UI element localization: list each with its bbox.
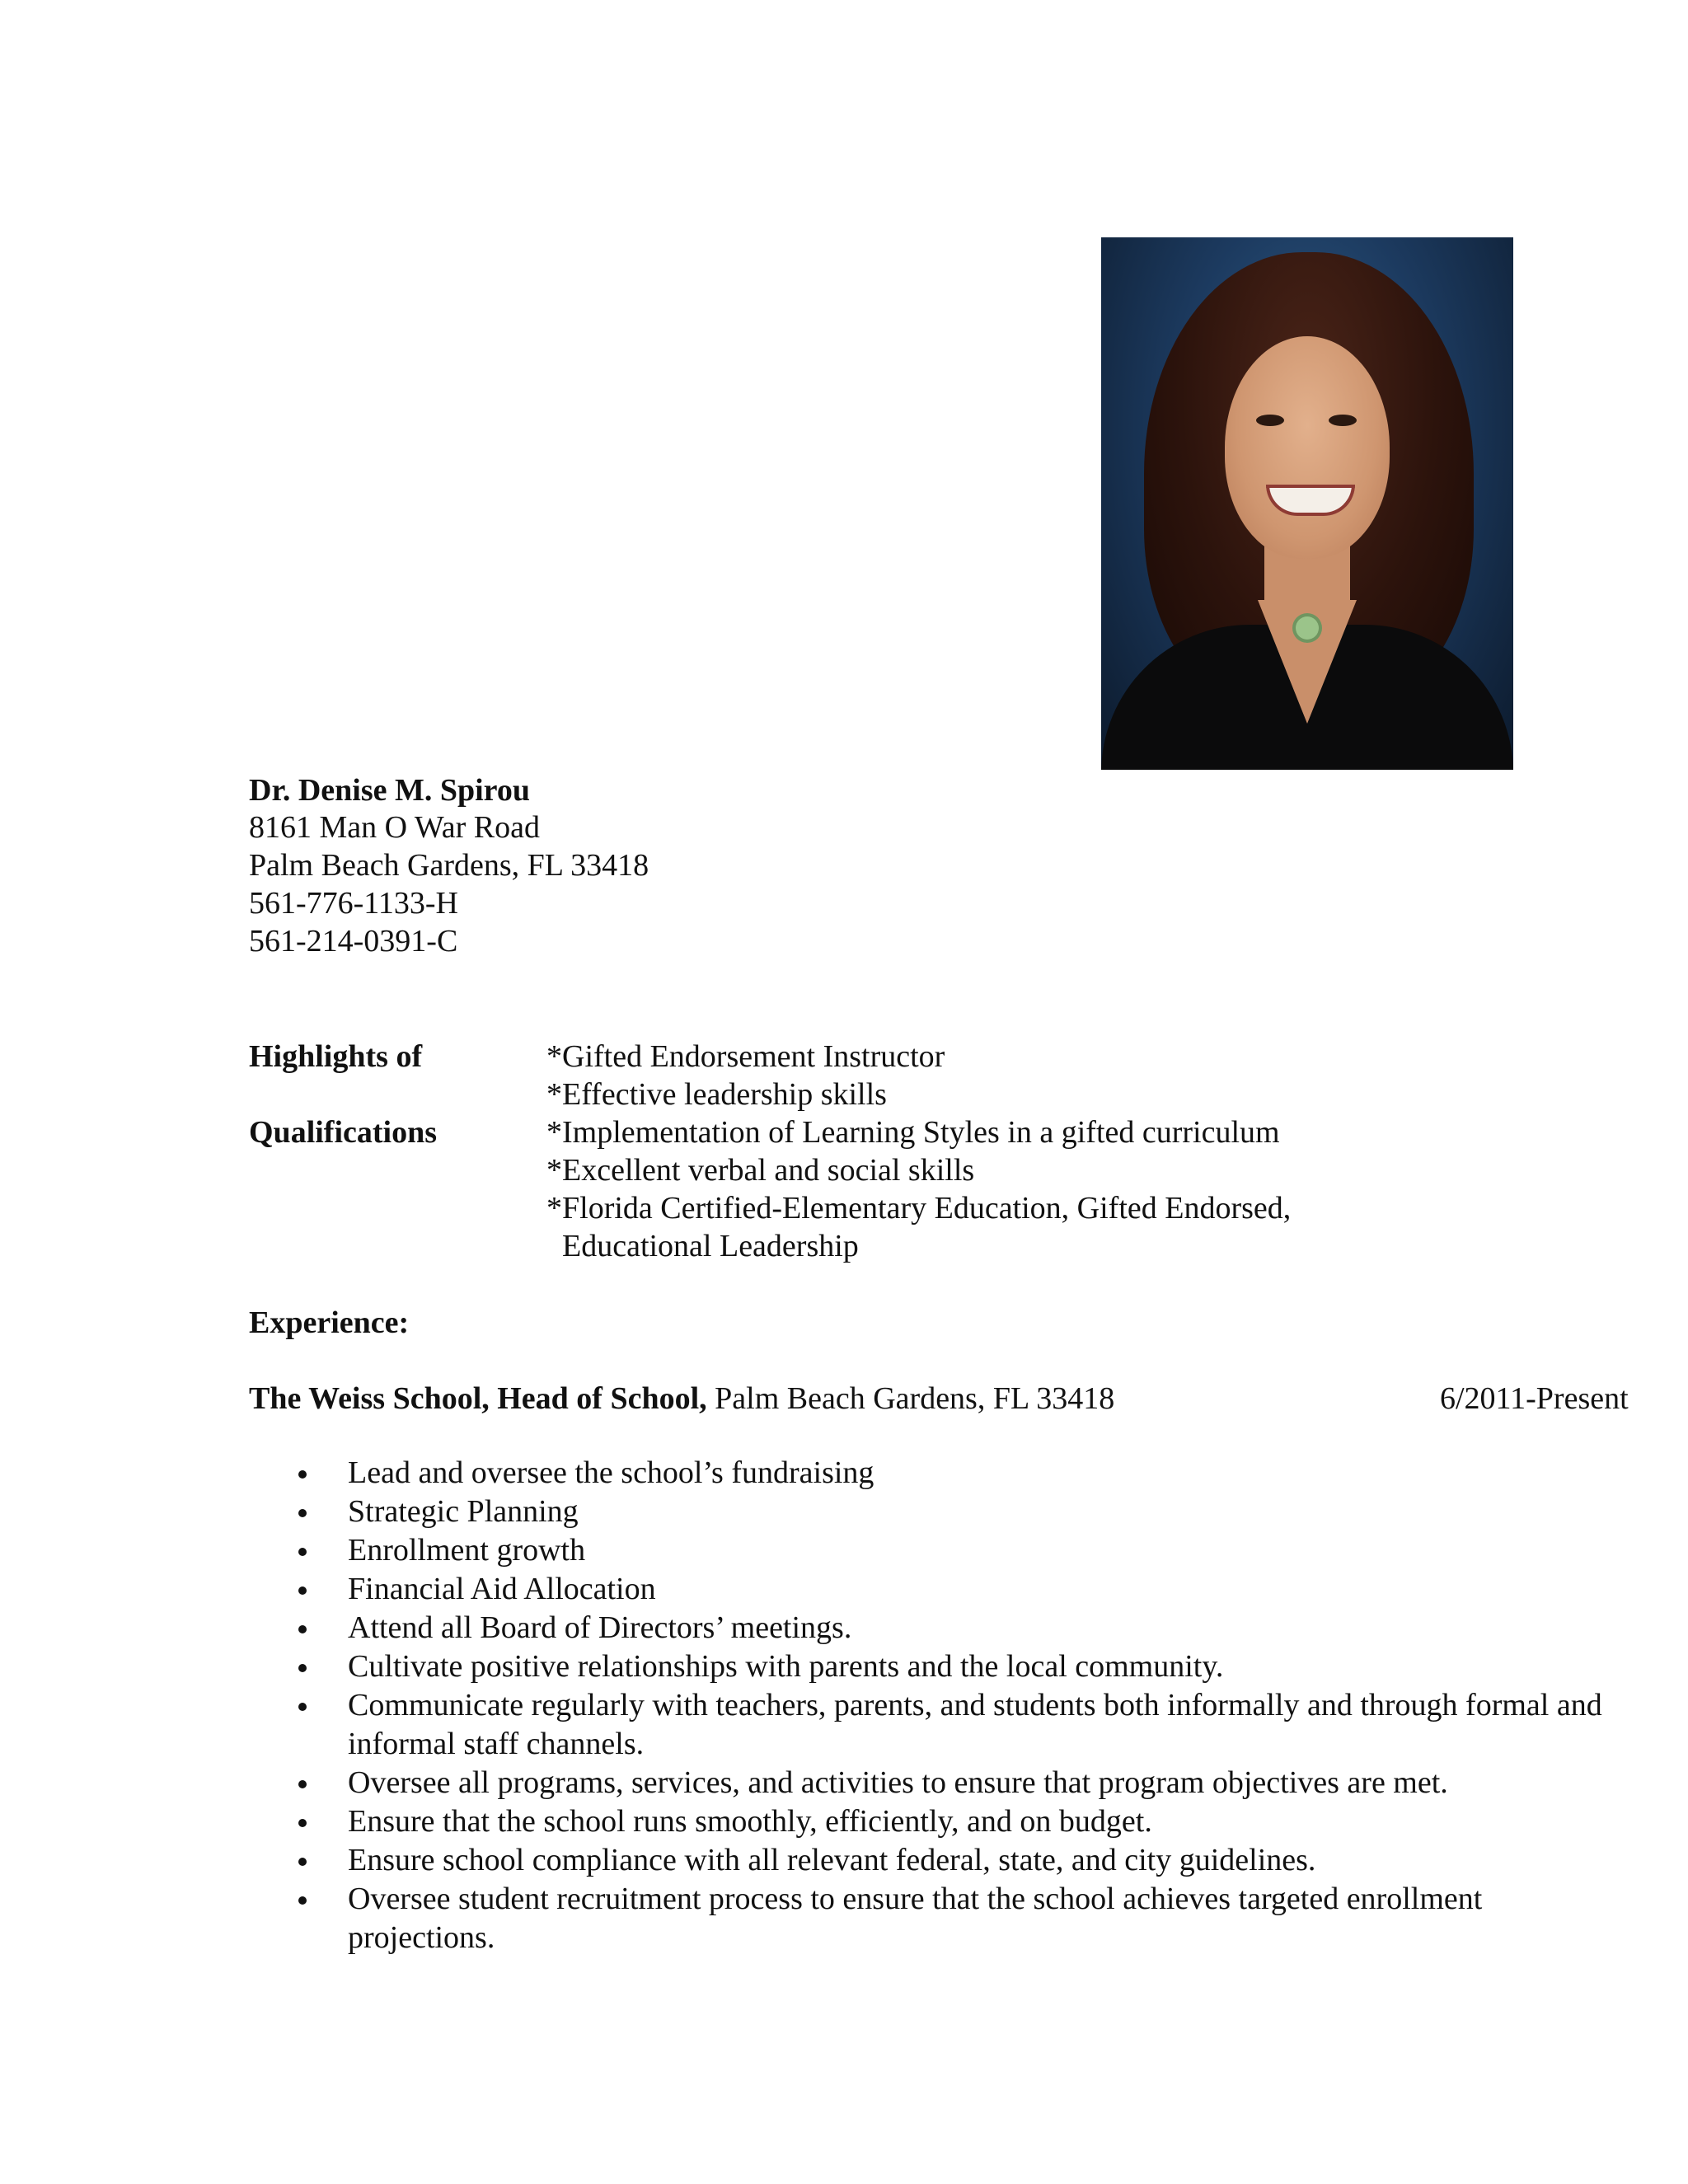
responsibilities-list — [292, 1454, 1602, 1957]
job-location: Palm Beach Gardens, FL 33418 — [706, 1381, 1115, 1416]
list-item-text: projections. — [348, 1920, 495, 1955]
list-item-text: Communicate regularly with teachers, parents, and students both informally and through formal and — [348, 1688, 1602, 1722]
list-item — [292, 1531, 1602, 1570]
list-item-text: Oversee student recruitment process to ensure that the school achieves targeted enrollment — [348, 1882, 1483, 1916]
highlight-item: *Implementation of Learning Styles in a gifted curriculum — [546, 1115, 1280, 1150]
list-item — [292, 1764, 1602, 1802]
list-item-text: informal staff channels. — [348, 1727, 645, 1761]
bullet-dot-icon — [298, 1819, 307, 1827]
highlights-heading-line-1: Highlights of — [249, 1039, 423, 1074]
list-item — [292, 1802, 1602, 1841]
address-line-1: 8161 Man O War Road — [249, 810, 540, 845]
bullet-dot-icon — [298, 1780, 307, 1788]
list-item-text: Strategic Planning — [348, 1494, 579, 1529]
bullet-dot-icon — [298, 1858, 307, 1866]
list-item — [292, 1570, 1602, 1609]
list-item — [292, 1647, 1602, 1686]
portrait-photo — [1101, 237, 1513, 770]
bullet-dot-icon — [298, 1548, 307, 1556]
list-item — [292, 1919, 1602, 1957]
list-item-text: Oversee all programs, services, and activities to ensure that program objectives are met. — [348, 1765, 1448, 1800]
bullet-dot-icon — [298, 1664, 307, 1672]
bullet-dot-icon — [298, 1703, 307, 1711]
phone-cell: 561-214-0391-C — [249, 924, 458, 958]
highlight-item-continuation: Educational Leadership — [546, 1229, 859, 1263]
job-line — [249, 1380, 1114, 1418]
highlight-item: *Gifted Endorsement Instructor — [546, 1039, 945, 1074]
photo-pendant — [1296, 616, 1319, 640]
list-item — [292, 1686, 1602, 1725]
list-item — [292, 1880, 1602, 1919]
photo-face — [1225, 336, 1390, 559]
highlight-item: *Excellent verbal and social skills — [546, 1153, 975, 1188]
job-title: The Weiss School, Head of School, — [249, 1381, 707, 1416]
list-item — [292, 1841, 1602, 1880]
list-item-text: Enrollment growth — [348, 1533, 586, 1568]
list-item-text: Cultivate positive relationships with parents and the local community. — [348, 1649, 1224, 1684]
list-item — [292, 1454, 1602, 1493]
bullet-dot-icon — [298, 1509, 307, 1517]
candidate-name: Dr. Denise M. Spirou — [249, 773, 530, 808]
experience-heading: Experience: — [249, 1305, 410, 1340]
list-item — [292, 1609, 1602, 1647]
address-line-2: Palm Beach Gardens, FL 33418 — [249, 848, 649, 883]
list-item — [292, 1725, 1602, 1764]
bullet-dot-icon — [298, 1625, 307, 1633]
photo-left-eye — [1256, 415, 1284, 426]
list-item-text: Lead and oversee the school’s fundraising — [348, 1455, 874, 1490]
highlight-item: *Florida Certified-Elementary Education, Gifted Endorsed, — [546, 1191, 1292, 1226]
list-item-text: Ensure that the school runs smoothly, efficiently, and on budget. — [348, 1804, 1152, 1839]
bullet-dot-icon — [298, 1470, 307, 1479]
list-item-text: Attend all Board of Directors’ meetings. — [348, 1610, 852, 1645]
bullet-dot-icon — [298, 1896, 307, 1905]
photo-right-eye — [1329, 415, 1357, 426]
list-item-text: Ensure school compliance with all relevant federal, state, and city guidelines. — [348, 1843, 1316, 1877]
job-dates: 6/2011-Present — [1440, 1381, 1629, 1416]
highlights-heading-line-2: Qualifications — [249, 1115, 438, 1150]
highlight-item: *Effective leadership skills — [546, 1077, 887, 1112]
list-item-text: Financial Aid Allocation — [348, 1572, 656, 1606]
list-item — [292, 1493, 1602, 1531]
bullet-dot-icon — [298, 1586, 307, 1595]
phone-home: 561-776-1133-H — [249, 886, 458, 921]
